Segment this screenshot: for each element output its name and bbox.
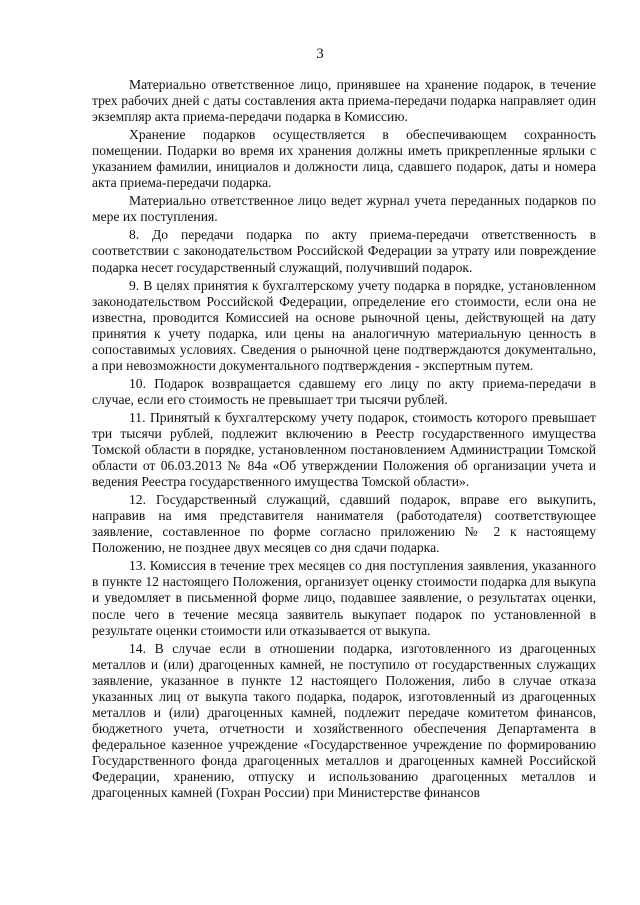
- paragraph-item-13: 13. Комиссия в течение трех месяцев со дня поступления заявления, указанного в пункте 12 настоящего Положения, организует оценку стоимости подарка для выкупа и уведомляет в письменной форме лицо, подавшее заявление, о результатах оценки, после чего в течение месяца заявитель выкупает подарок по установленной в результате оценки стоимости или отказывается от выкупа.: [92, 558, 596, 638]
- document-body: [92, 77, 596, 803]
- paragraph-item-14: 14. В случае если в отношении подарка, изготовленного из драгоценных металлов и (или) драгоценных камней, не поступило от государственных служащих заявление, указанное в пункте 12 настоящего Положения, либо в случае отказа указанных лиц от выкупа такого подарка, подарок, изготовленный из драгоценных металлов и (или) драгоценных камней, подлежит передаче комитетом финансов, бюджетного учета, отчетности и хозяйственного обеспечения Департамента в федеральное казенное учреждение «Государственное учреждение по формированию Государственного фонда драгоценных металлов и драгоценных камней Российской Федерации, хранению, отпуску и использованию драгоценных металлов и драгоценных камней (Гохран России) при Министерстве финансов: [92, 640, 596, 801]
- paragraph-journal: Материально ответственное лицо ведет журнал учета переданных подарков по мере их поступления.: [92, 193, 596, 225]
- paragraph-storage-conditions: Хранение подарков осуществляется в обеспечивающем сохранность помещении. Подарки во время их хранения должны иметь прикрепленные ярлыки с указанием фамилии, инициалов и должности лица, сдавшего подарок, даты и номера акта приема-передачи подарка.: [92, 127, 596, 191]
- paragraph-item-8: 8. До передачи подарка по акту приема-передачи ответственность в соответствии с законодательством Российской Федерации за утрату или повреждение подарка несет государственный служащий, получивший подарок.: [92, 227, 596, 275]
- paragraph-item-11: 11. Принятый к бухгалтерскому учету подарок, стоимость которого превышает три тысячи рублей, подлежит включению в Реестр государственного имущества Томской области в порядке, установленном постановлением Администрации Томской области от 06.03.2013 № 84а «Об утверждении Положения об организации учета и ведения Реестра государственного имущества Томской области».: [92, 409, 596, 490]
- paragraph-storage-responsible: Материально ответственное лицо, принявшее на хранение подарок, в течение трех рабочих дней с даты составления акта приема-передачи подарка направляет один экземпляр акта приема-передачи подарка в Комиссию.: [92, 77, 596, 125]
- paragraph-item-12: 12. Государственный служащий, сдавший подарок, вправе его выкупить, направив на имя представителя нанимателя (работодателя) соответствующее заявление, составленное по форме согласно приложению № 2 к настоящему Положению, не позднее двух месяцев со дня сдачи подарка.: [92, 492, 596, 556]
- paragraph-item-10: 10. Подарок возвращается сдавшему его лицу по акту приема-передачи в случае, если его стоимость не превышает три тысячи рублей.: [92, 375, 596, 407]
- paragraph-item-9: 9. В целях принятия к бухгалтерскому учету подарка в порядке, установленном законодательством Российской Федерации, определение его стоимости, если она не известна, проводится Комиссией на основе рыночной цены, действующей на дату принятия к учету подарка, или цены на аналогичную материальную ценность в сопоставимых условиях. Сведения о рыночной цене подтверждаются документально, а при невозможности документального подтверждения - экспертным путем.: [92, 277, 596, 373]
- page-number: 3: [316, 46, 324, 62]
